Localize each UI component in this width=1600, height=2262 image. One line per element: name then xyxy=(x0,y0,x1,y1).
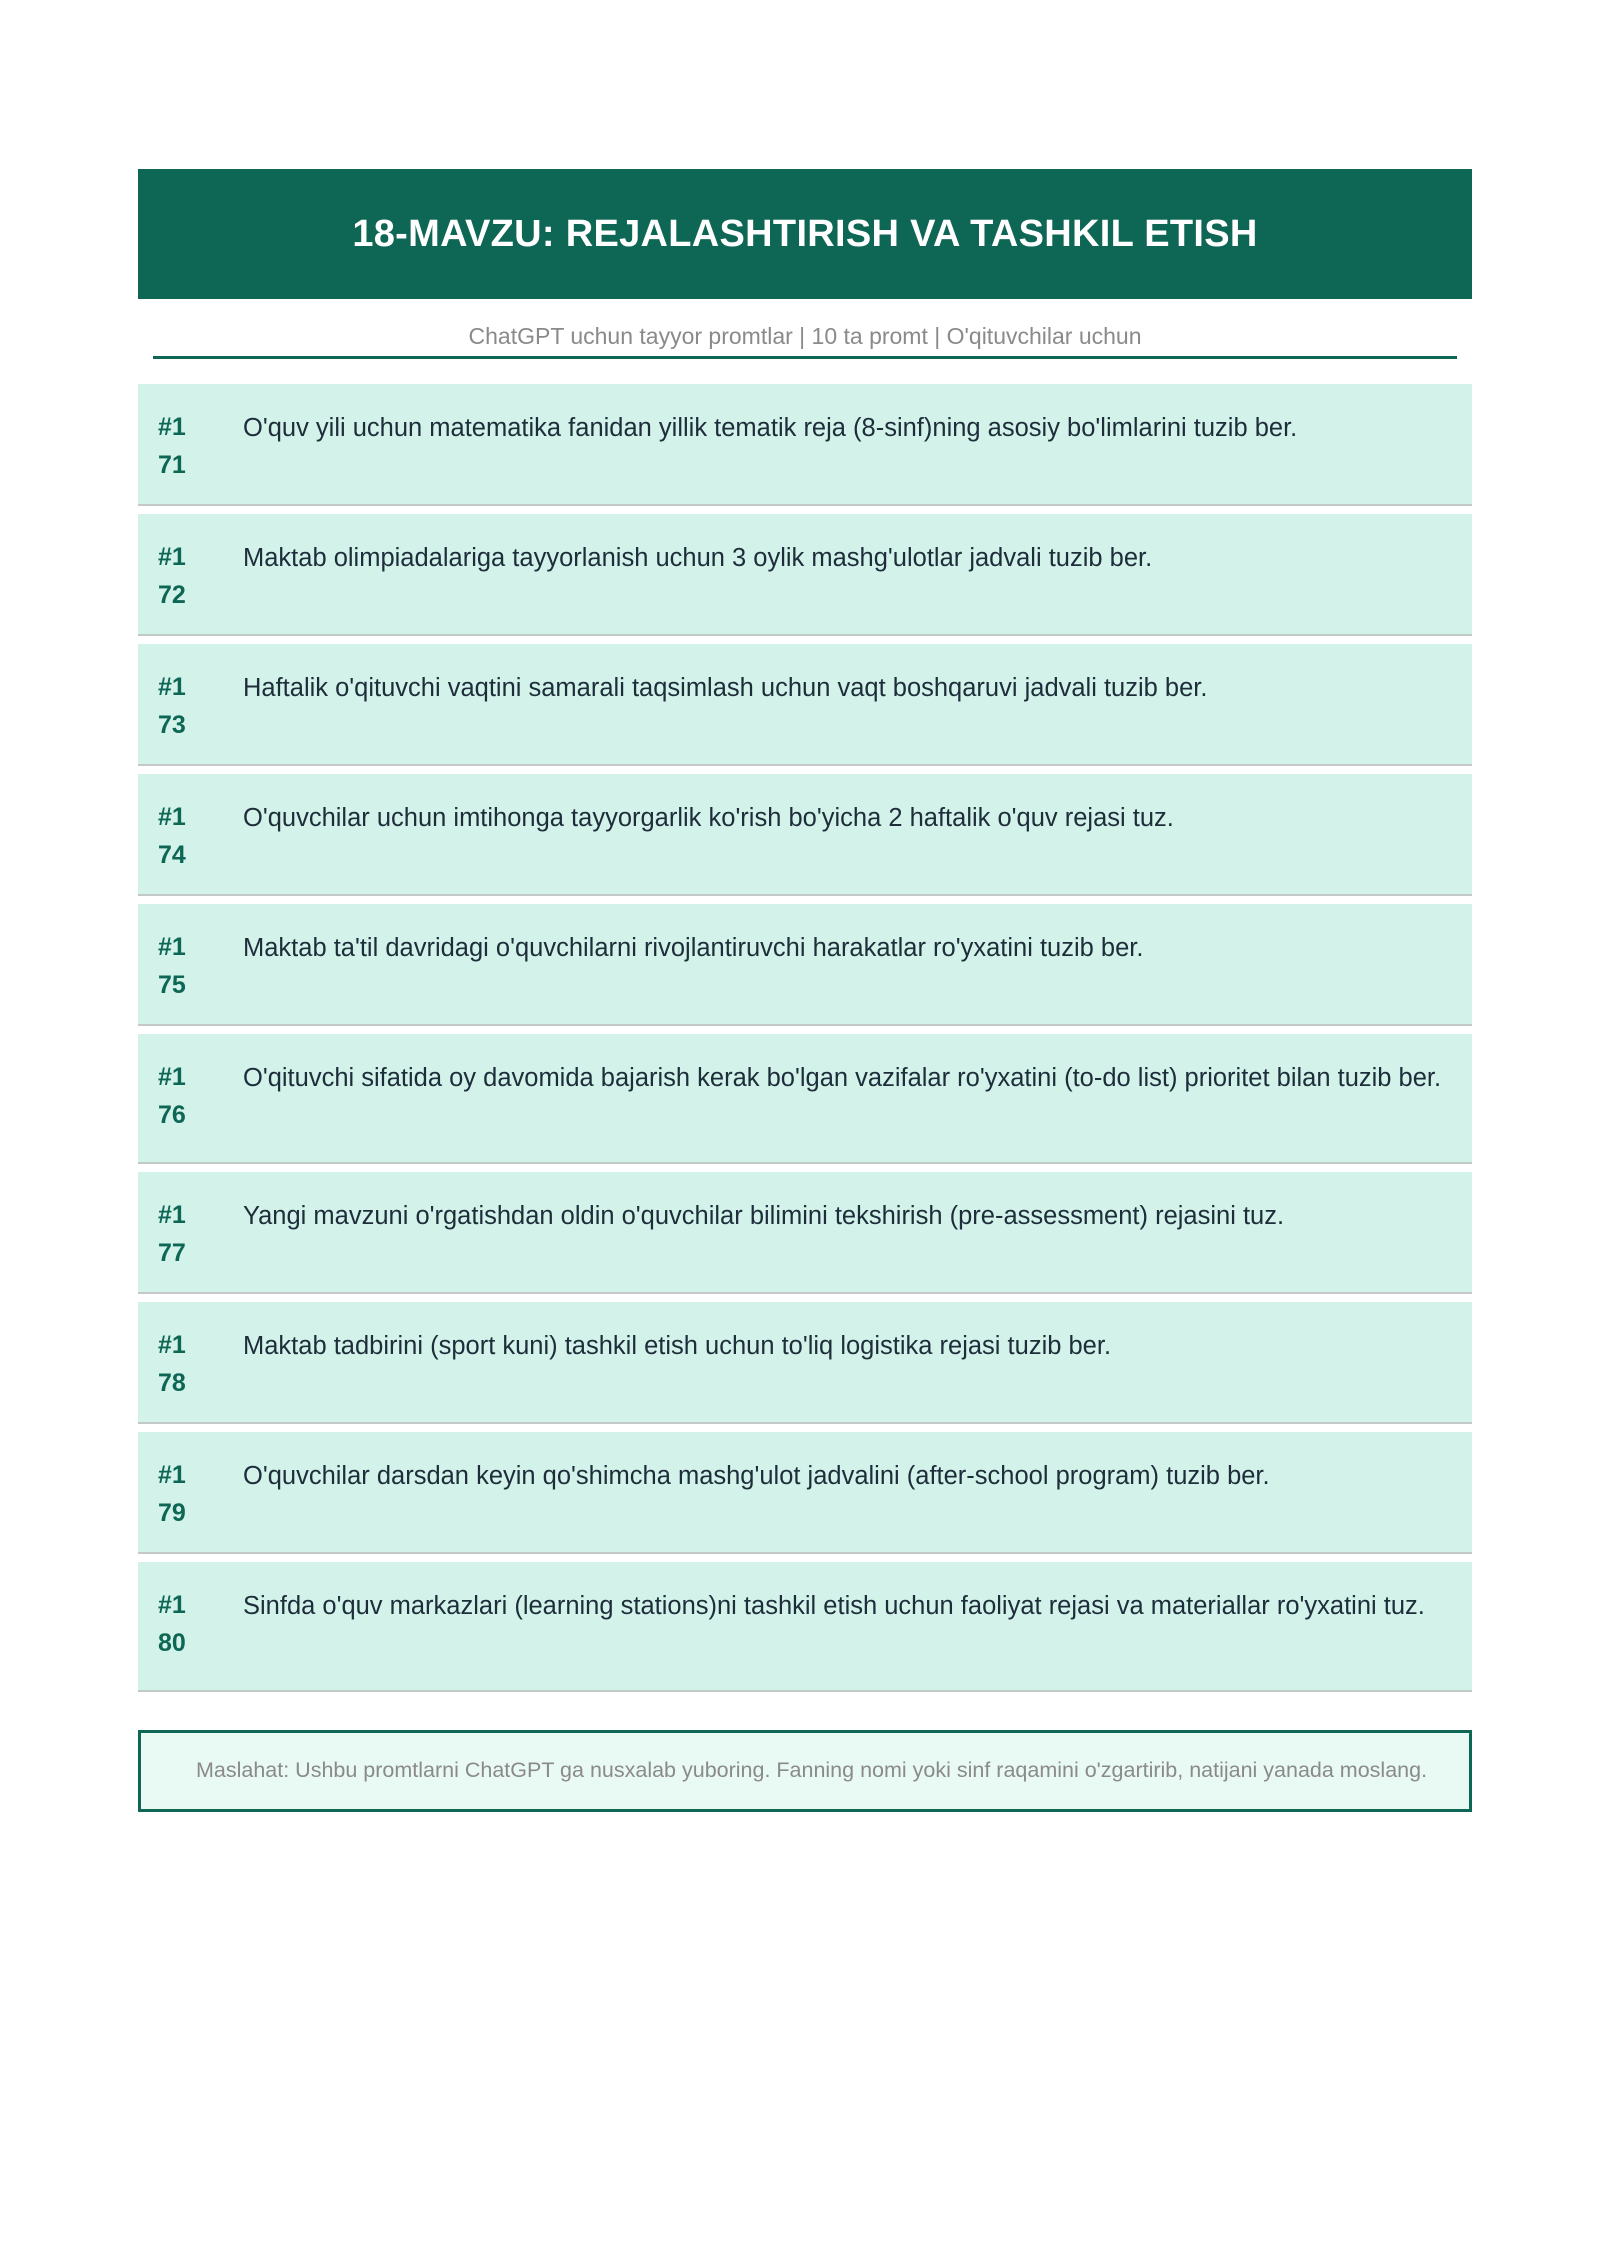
prompt-number: #1 74 xyxy=(158,803,186,869)
prompt-item-179 xyxy=(138,1432,1472,1554)
prompt-number: #1 72 xyxy=(158,543,186,609)
prompt-number: #1 71 xyxy=(158,413,186,479)
tip-text: Maslahat: Ushbu promtlarni ChatGPT ga nusxalab yuboring. Fanning nomi yoki sinf raqamini o'zgartirib, natijani yanada moslang. xyxy=(196,1758,1428,1782)
tip-box xyxy=(138,1730,1472,1812)
prompt-item-176 xyxy=(138,1034,1472,1164)
prompt-number: #1 75 xyxy=(158,933,186,999)
prompt-text: O'qituvchi sifatida oy davomida bajarish kerak bo'lgan vazifalar ro'yxatini (to-do list) prioritet bilan tuzib ber. xyxy=(243,1064,1442,1092)
prompt-text: O'quvchilar uchun imtihonga tayyorgarlik ko'rish bo'yicha 2 haftalik o'quv rejasi tuz. xyxy=(243,804,1174,832)
prompt-text: O'quv yili uchun matematika fanidan yillik tematik reja (8-sinf)ning asosiy bo'limlarini tuzib ber. xyxy=(243,414,1298,442)
prompt-number: #1 78 xyxy=(158,1331,186,1397)
page-title: 18-MAVZU: REJALASHTIRISH VA TASHKIL ETISH xyxy=(352,212,1258,255)
prompt-text: O'quvchilar darsdan keyin qo'shimcha mashg'ulot jadvalini (after-school program) tuzib ber. xyxy=(243,1462,1270,1490)
prompt-item-171 xyxy=(138,384,1472,506)
prompt-text: Maktab tadbirini (sport kuni) tashkil etish uchun to'liq logistika rejasi tuzib ber. xyxy=(243,1332,1112,1360)
prompt-number: #1 76 xyxy=(158,1063,186,1129)
prompt-number: #1 77 xyxy=(158,1201,186,1267)
prompt-text: Sinfda o'quv markazlari (learning stations)ni tashkil etish uchun faoliyat rejasi va materiallar ro'yxatini tuz. xyxy=(243,1592,1425,1620)
prompt-item-178 xyxy=(138,1302,1472,1424)
prompt-text: Maktab ta'til davridagi o'quvchilarni rivojlantiruvchi harakatlar ro'yxatini tuzib ber. xyxy=(243,934,1144,962)
prompt-text: Haftalik o'qituvchi vaqtini samarali taqsimlash uchun vaqt boshqaruvi jadvali tuzib ber. xyxy=(243,674,1208,702)
prompt-list xyxy=(138,384,1472,1692)
prompt-text: Yangi mavzuni o'rgatishdan oldin o'quvchilar bilimini tekshirish (pre-assessment) rejasini tuz. xyxy=(243,1202,1285,1230)
document-page xyxy=(138,169,1472,1812)
prompt-number: #1 79 xyxy=(158,1461,186,1527)
prompt-item-175 xyxy=(138,904,1472,1026)
prompt-number: #1 80 xyxy=(158,1591,186,1657)
prompt-item-172 xyxy=(138,514,1472,636)
title-banner xyxy=(138,169,1472,299)
prompt-text: Maktab olimpiadalariga tayyorlanish uchun 3 oylik mashg'ulotlar jadvali tuzib ber. xyxy=(243,544,1153,572)
prompt-item-180 xyxy=(138,1562,1472,1692)
prompt-item-177 xyxy=(138,1172,1472,1294)
prompt-number: #1 73 xyxy=(158,673,186,739)
prompt-item-173 xyxy=(138,644,1472,766)
prompt-item-174 xyxy=(138,774,1472,896)
page-subtitle: ChatGPT uchun tayyor promtlar | 10 ta promt | O'qituvchilar uchun xyxy=(153,323,1457,359)
